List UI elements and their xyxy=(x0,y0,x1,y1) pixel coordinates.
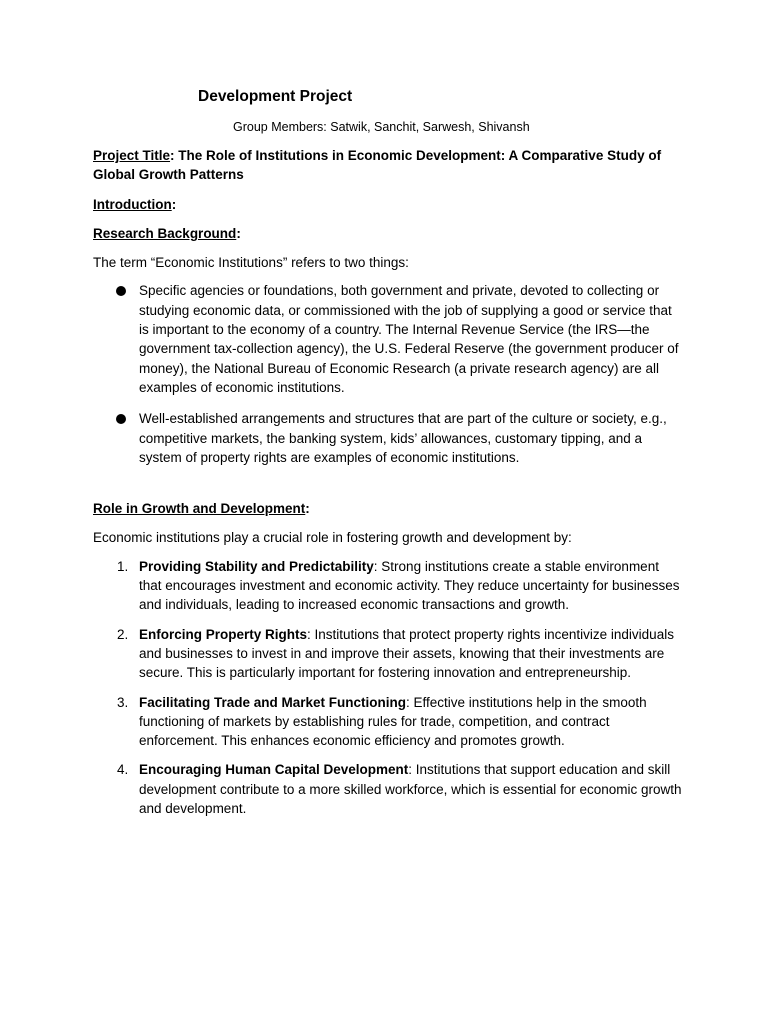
bullet-text: Specific agencies or foundations, both government and private, devoted to collecting or studying economic data, or commissioned with the job of supplying a good or service that is important to the economy of a country. The Internal Revenue Service (the IRS—the government tax-collection agency), the U.S. Federal Reserve (the government producer of money), the National Bureau of Economic Research (a private research agency) are all examples of economic institutions. xyxy=(139,283,679,395)
numbered-list xyxy=(93,557,683,819)
role-label: Role in Growth and Development xyxy=(93,501,306,517)
item-number: 1. xyxy=(117,558,129,574)
item-text: : Institutions that protect property rights incentivize individuals and businesses to invest in and improve their assets, knowing that their investments are secure. This is particularly important for fostering innovation and entrepreneurship. xyxy=(139,626,674,681)
research-background-label: Research Background xyxy=(93,225,237,241)
item-text: : Institutions that support education and skill development contribute to a more skilled workforce, which is essential for economic growth and development. xyxy=(139,762,682,817)
project-title-text: : The Role of Institutions in Economic Development: A Comparative Study of Global Growth Patterns xyxy=(93,148,662,183)
item-number: 3. xyxy=(117,694,129,710)
document-title: Development Project xyxy=(198,88,353,105)
research-background-heading xyxy=(93,224,683,243)
bullet-icon xyxy=(116,286,126,296)
intro-paragraph: The term “Economic Institutions” refers to two things: xyxy=(93,255,409,271)
numbered-item xyxy=(93,557,683,615)
role-paragraph: Economic institutions play a crucial role in fostering growth and development by: xyxy=(93,530,572,546)
bullet-text: Well-established arrangements and structures that are part of the culture or society, e.g., competitive markets, the banking system, kids’ allowances, customary tipping, and a system of property rights are examples of economic institutions. xyxy=(139,411,667,465)
bullet-icon xyxy=(116,414,126,424)
item-term: Enforcing Property Rights xyxy=(139,626,308,642)
item-text: : Effective institutions help in the smooth functioning of markets by establishing rules for trade, competition, and contract enforcement. This enhances economic efficiency and promotes growth. xyxy=(139,694,647,749)
role-heading xyxy=(93,499,683,518)
item-number: 2. xyxy=(117,626,129,642)
bullet-item xyxy=(93,281,683,397)
introduction-colon: : xyxy=(171,196,177,212)
group-members: Group Members: Satwik, Sanchit, Sarwesh, Shivansh xyxy=(233,120,530,134)
item-term: Encouraging Human Capital Development xyxy=(139,762,409,778)
research-background-colon: : xyxy=(236,225,241,241)
item-number: 4. xyxy=(117,762,129,778)
introduction-label: Introduction xyxy=(93,196,172,212)
item-text: : Strong institutions create a stable environment that encourages investment and economic activity. They reduce uncertainty for businesses and individuals, leading to increased economic transactions and growth. xyxy=(139,558,680,613)
spacer xyxy=(93,479,683,499)
item-term: Facilitating Trade and Market Functioning xyxy=(139,694,407,710)
document-body xyxy=(93,146,683,828)
bullet-item xyxy=(93,409,683,467)
item-term: Providing Stability and Predictability xyxy=(139,558,374,574)
numbered-item xyxy=(93,625,683,683)
bullet-list xyxy=(93,281,683,467)
role-colon: : xyxy=(305,501,310,517)
numbered-item xyxy=(93,693,683,751)
project-title-line xyxy=(93,146,683,185)
introduction-heading xyxy=(93,195,683,214)
numbered-item xyxy=(93,760,683,818)
project-title-label: Project Title xyxy=(93,148,171,163)
